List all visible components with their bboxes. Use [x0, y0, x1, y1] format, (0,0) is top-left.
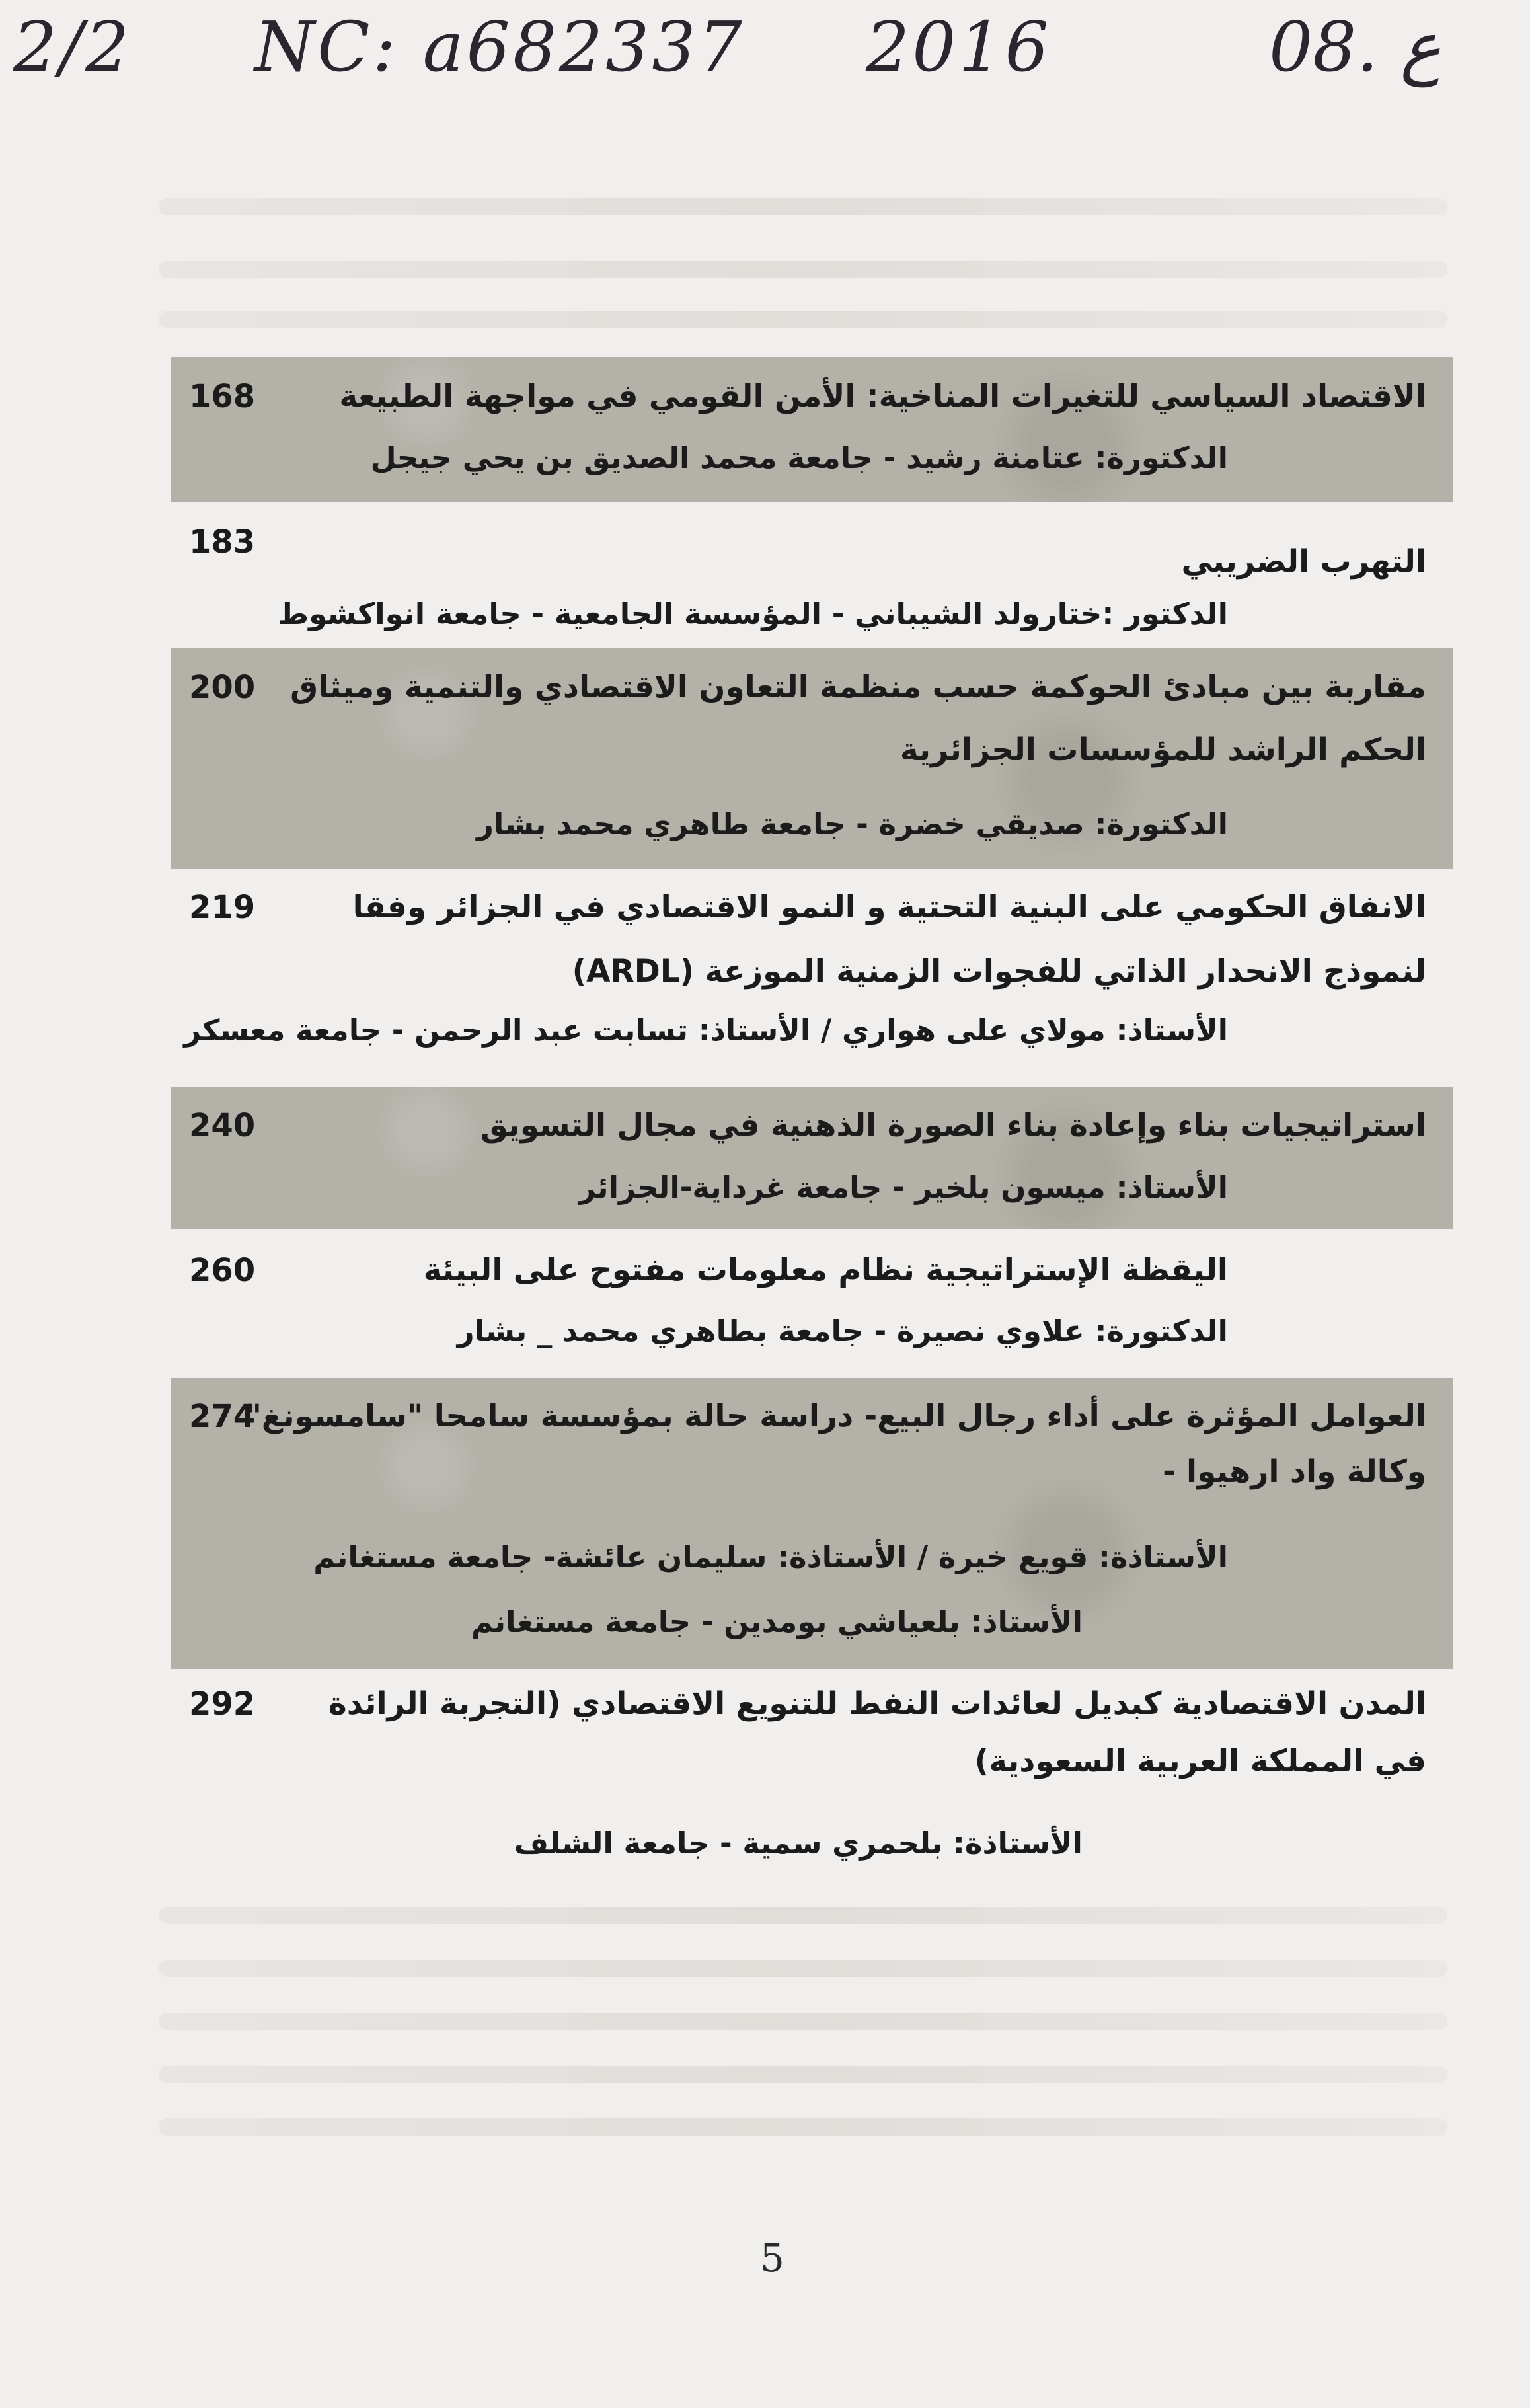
toc-entry: [171, 1672, 1453, 1890]
entry-title-continued: وكالة واد ارهيوا -: [1163, 1454, 1426, 1490]
entry-author: الدكتورة: علاوي نصيرة - جامعة بطاهري محمد _ بشار: [457, 1313, 1228, 1348]
entry-author: الأستاذة: بلحمري سمية - جامعة الشلف: [514, 1826, 1083, 1861]
entry-title: استراتيجيات بناء وإعادة بناء الصورة الذهنية في مجال التسويق: [480, 1107, 1426, 1144]
entry-author: الأستاذة: قويع خيرة / الأستاذة: سليمان عائشة- جامعة مستغانم: [313, 1539, 1228, 1574]
entry-author: الأستاذ: ميسون بلخير - جامعة غرداية-الجزائر: [578, 1170, 1228, 1205]
toc-entry: [171, 648, 1453, 869]
toc-entry: [171, 1087, 1453, 1229]
entry-title-continued: في المملكة العربية السعودية): [974, 1743, 1426, 1779]
entry-title: الاقتصاد السياسي للتغيرات المناخية: الأمن القومي في مواجهة الطبيعة: [339, 378, 1426, 414]
toc-entry: [171, 509, 1453, 648]
entry-page-number: 260: [189, 1252, 256, 1289]
entry-page-number: 274: [189, 1398, 256, 1435]
handwritten-catalog-code: NC: a682337: [254, 7, 745, 87]
entry-title-continued: لنموذج الانحدار الذاتي للفجوات الزمنية الموزعة (ARDL): [572, 953, 1426, 990]
handwritten-year: 2016: [866, 7, 1052, 87]
show-through-mark: [159, 261, 1447, 278]
entry-title: مقاربة بين مبادئ الحوكمة حسب منظمة التعاون الاقتصادي والتنمية وميثاق: [290, 669, 1426, 705]
toc-entry: [171, 357, 1453, 502]
show-through-mark: [159, 1960, 1447, 1977]
entry-page-number: 200: [189, 669, 256, 706]
toc-entry: [171, 876, 1453, 1081]
show-through-mark: [159, 2013, 1447, 2030]
entry-author: الأستاذ: بلعياشي بومدين - جامعة مستغانم: [471, 1604, 1083, 1639]
show-through-mark: [159, 1907, 1447, 1924]
entry-author: الدكتور :ختارولد الشيباني - المؤسسة الجامعية - جامعة انواكشوط: [278, 596, 1228, 631]
entry-author: الأستاذ: مولاي على هواري / الأستاذ: تسابت عبد الرحمن - جامعة معسكر: [184, 1013, 1228, 1048]
toc-entry: [171, 1236, 1453, 1378]
entry-author: الدكتورة: صديقي خضرة - جامعة طاهري محمد بشار: [476, 806, 1228, 841]
entry-page-number: 168: [189, 378, 256, 415]
entry-title: اليقظة الإستراتيجية نظام معلومات مفتوح على البيئة: [423, 1252, 1228, 1288]
entry-title: المدن الاقتصادية كبديل لعائدات النفط للتنويع الاقتصادي (التجربة الرائدة: [328, 1686, 1426, 1722]
entry-title: العوامل المؤثرة على أداء رجال البيع- دراسة حالة بمؤسسة سامحا "سامسونغ": [245, 1398, 1426, 1434]
entry-title: الانفاق الحكومي على البنية التحتية و النمو الاقتصادي في الجزائر وفقا: [352, 889, 1426, 925]
toc-entry: [171, 1378, 1453, 1669]
entry-title: التهرب الضريبي: [1181, 543, 1426, 580]
entry-page-number: 240: [189, 1107, 256, 1144]
entry-page-number: 219: [189, 889, 256, 926]
page-number: 5: [760, 2235, 784, 2280]
entry-page-number: 292: [189, 1686, 256, 1723]
show-through-mark: [159, 198, 1447, 215]
show-through-mark: [159, 311, 1447, 328]
show-through-mark: [159, 2118, 1447, 2136]
entry-author: الدكتورة: عتامنة رشيد - جامعة محمد الصديق بن يحي جيجل: [370, 440, 1228, 475]
handwritten-shelf-mark: 08. ع: [1269, 7, 1441, 87]
handwritten-fraction: 2/2: [13, 7, 132, 87]
show-through-mark: [159, 2066, 1447, 2083]
entry-page-number: 183: [189, 524, 256, 561]
entry-title-continued: الحكم الراشد للمؤسسات الجزائرية: [899, 732, 1426, 768]
